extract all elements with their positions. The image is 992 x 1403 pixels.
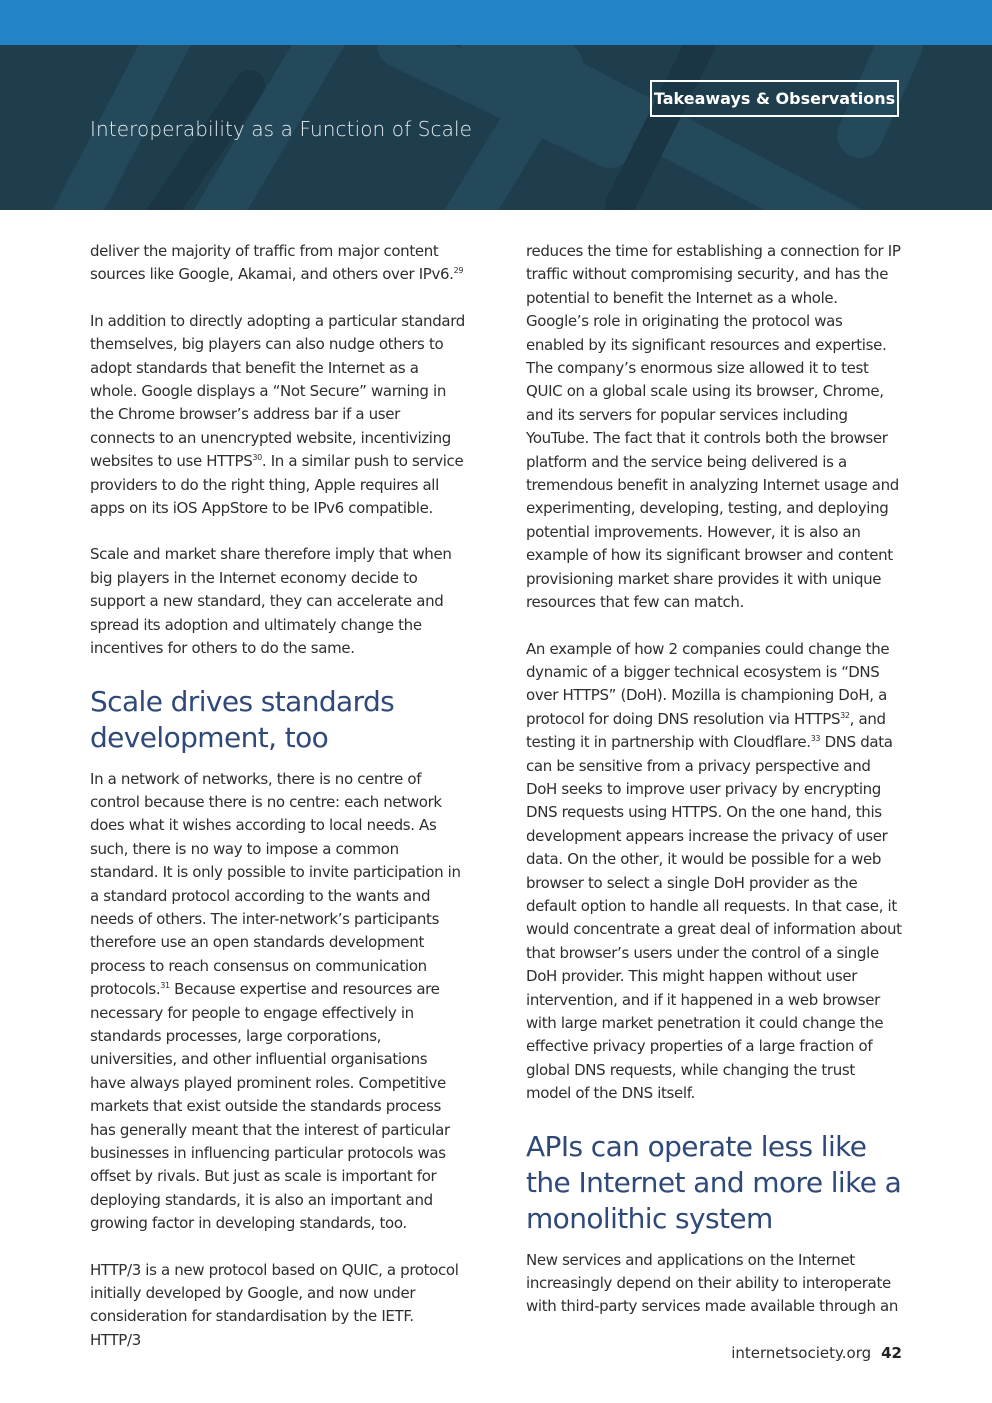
- paragraph-text: deliver the majority of traffic from major content sources like Google, Akamai, and others over IPv6.: [90, 242, 454, 284]
- footnote-ref: 33: [810, 734, 821, 744]
- section-heading: APIs can operate less like the Internet and more like a monolithic system: [526, 1129, 902, 1235]
- header-banner: [0, 45, 992, 210]
- footnote-ref: 31: [160, 981, 170, 991]
- right-column: [526, 240, 902, 1342]
- paragraph-text: . In a similar push to service providers to do the right thing, Apple requires all apps on its iOS AppStore to be IPv6 compatible.: [90, 452, 464, 518]
- paragraph: reduces the time for establishing a connection for IP traffic without compromising security, and has the potential to benefit the Internet as a whole. Google’s role in originating the protocol was enabled by its significant resources and expertise. The company’s enormous size allowed it to test QUIC on a global scale using its browser, Chrome, and its servers for popular services including YouTube. The fact that it controls both the browser platform and the service being delivered is a tremendous benefit in analyzing Internet usage and experimenting, developing, testing, and deploying potential improvements. However, it is also an example of how its significant browser and content provisioning market share provides it with unique resources that few can match.: [526, 242, 901, 612]
- paragraph: [90, 768, 466, 1236]
- section-tag: [650, 80, 899, 117]
- paragraph: Scale and market share therefore imply that when big players in the Internet economy decide to support a new standard, they can accelerate and spread its adoption and ultimately change the incentives for others to do the same.: [90, 545, 452, 658]
- paragraph: [90, 240, 466, 287]
- footnote-ref: 29: [453, 266, 464, 276]
- section-title: Interoperability as a Function of Scale: [90, 117, 473, 141]
- paragraph: HTTP/3 is a new protocol based on QUIC, a protocol initially developed by Google, and now under consideration for standardisation by the IETF. HTTP/3: [90, 1260, 459, 1349]
- paragraph: New services and applications on the Internet increasingly depend on their ability to interoperate with third-party services made available through an: [526, 1250, 899, 1316]
- footnote-ref: 32: [840, 710, 850, 720]
- paragraph-text: , and testing it in partnership with Cloudflare.: [526, 709, 886, 752]
- section-heading: Scale drives standards development, too: [90, 684, 395, 754]
- paragraph-text: An example of how 2 companies could change the dynamic of a bigger technical ecosystem is “DNS over HTTPS” (DoH). Mozilla is championing DoH, a protocol for doing DNS resolution via HTTPS: [526, 639, 890, 728]
- paragraph-text: DNS data can be sensitive from a privacy perspective and DoH seeks to improve user privacy by encrypting DNS requests using HTTPS. On the one hand, this development appears increase the privacy of user data. On the other, it would be possible for a web browser to select a single DoH provider as the default option to handle all requests. In that case, it would concentrate a great deal of information about that browser’s users under the control of a single DoH provider. This might happen without user intervention, and if it happened in a web browser with large market penetration it could change the effective privacy properties of a large fraction of global DNS requests, while changing the trust model of the DNS itself.: [526, 733, 902, 1103]
- paragraph-text: In a network of networks, there is no centre of control because there is no centre: each network does what it wishes according to local needs. As such, there is no way to impose a common standard. It is only possible to invite participation in a standard protocol according to the wants and needs of others. The inter-network’s participants therefore use an open standards development process to reach consensus on communication protocols.: [90, 769, 461, 999]
- left-column: [90, 240, 466, 1375]
- paragraph: [526, 638, 902, 1106]
- footnote-ref: 30: [252, 453, 262, 463]
- paragraph: [90, 310, 466, 521]
- top-accent-stripe: [0, 0, 992, 45]
- page-number: 42: [881, 1344, 902, 1362]
- footer-site-link[interactable]: internetsociety.org: [731, 1344, 872, 1362]
- paragraph-text: In addition to directly adopting a particular standard themselves, big players can also nudge others to adopt standards that benefit the Internet as a whole. Google displays a “Not Secure” warning in the Chrome browser’s address bar if a user connects to an unencrypted website, incentivizing websites to use HTTPS: [90, 311, 465, 471]
- paragraph-text: Because expertise and resources are necessary for people to engage effectively in standards processes, large corporations, universities, and other influential organisations have always played prominent roles. Competitive markets that exist outside the standards process has generally meant that the interest of particular businesses in influencing particular protocols was offset by rivals. But just as scale is important for deploying standards, it is also an important and growing factor in developing standards, too.: [90, 980, 450, 1233]
- page-footer: [731, 1344, 902, 1362]
- section-tag-label: Takeaways & Observations: [653, 89, 896, 108]
